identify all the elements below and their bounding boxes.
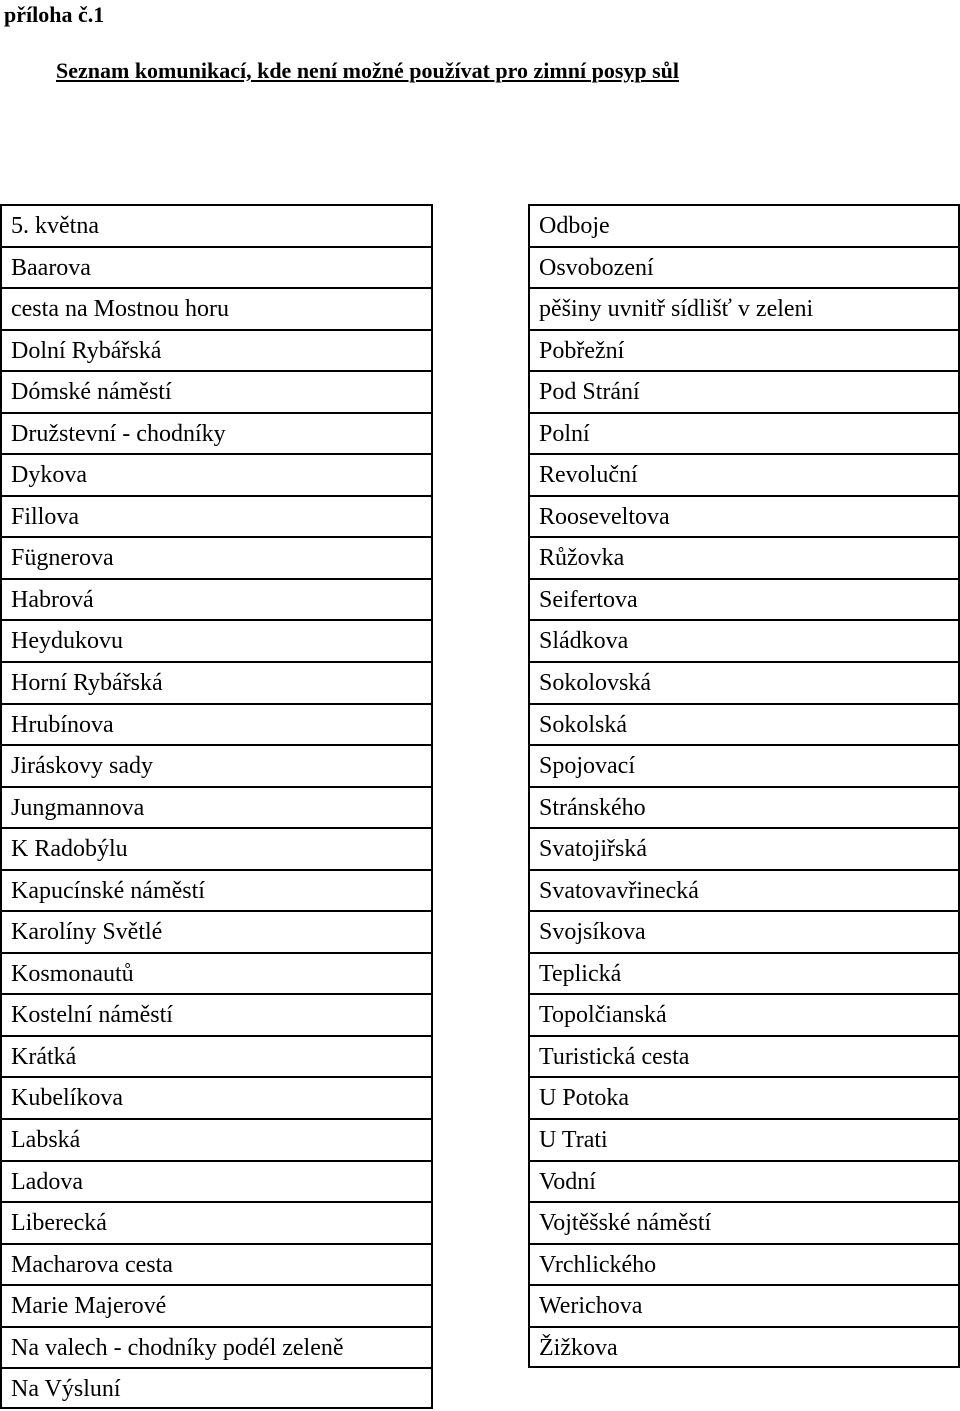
left-street-item: Baarova — [2, 248, 431, 290]
left-street-list — [0, 204, 433, 1409]
right-street-item: Vodní — [530, 1162, 958, 1204]
left-street-item: Karolíny Světlé — [2, 912, 431, 954]
right-street-item: Stránského — [530, 788, 958, 830]
left-street-item: Hrubínova — [2, 705, 431, 747]
right-street-item: Svatovavřinecká — [530, 871, 958, 913]
right-street-item: U Trati — [530, 1120, 958, 1162]
right-street-item: Pobřežní — [530, 331, 958, 373]
left-street-item: Jiráskovy sady — [2, 746, 431, 788]
right-street-item: Rooseveltova — [530, 497, 958, 539]
right-street-item: Polní — [530, 414, 958, 456]
left-street-item: cesta na Mostnou horu — [2, 289, 431, 331]
left-street-item: Na Výsluní — [11, 1376, 121, 1403]
left-street-item: Dómské náměstí — [2, 372, 431, 414]
right-street-item: Teplická — [530, 954, 958, 996]
left-street-item: Fillova — [2, 497, 431, 539]
left-street-item: Dolní Rybářská — [2, 331, 431, 373]
right-street-item: Topolčianská — [530, 995, 958, 1037]
left-street-item: Marie Majerové — [2, 1286, 431, 1328]
right-street-item: Spojovací — [530, 746, 958, 788]
left-street-item: 5. května — [2, 206, 431, 248]
right-street-item: Revoluční — [530, 455, 958, 497]
right-street-list — [528, 204, 960, 1368]
right-street-item: Svatojiřská — [530, 829, 958, 871]
right-street-item: pěšiny uvnitř sídlišť v zeleni — [530, 289, 958, 331]
left-street-item: Kostelní náměstí — [2, 995, 431, 1037]
left-street-item: Kapucínské náměstí — [2, 871, 431, 913]
page-title: Seznam komunikací, kde není možné používat pro zimní posyp sůl — [56, 58, 680, 83]
right-street-item: Svojsíkova — [530, 912, 958, 954]
right-street-item: Odboje — [530, 206, 958, 248]
left-street-item: Horní Rybářská — [2, 663, 431, 705]
left-street-item: Ladova — [2, 1162, 431, 1204]
left-street-item: Na valech - chodníky podél zeleně — [2, 1328, 431, 1370]
right-street-item: Sokolská — [530, 705, 958, 747]
right-street-item: Turistická cesta — [530, 1037, 958, 1079]
left-street-item: Fügnerova — [2, 538, 431, 580]
left-street-item: Kubelíkova — [2, 1078, 431, 1120]
right-street-item: U Potoka — [530, 1078, 958, 1120]
right-street-item: Werichova — [530, 1286, 958, 1328]
right-street-item: Sládkova — [530, 621, 958, 663]
right-street-item: Osvobození — [530, 248, 958, 290]
left-street-item: Macharova cesta — [2, 1245, 431, 1287]
left-street-item: Krátká — [2, 1037, 431, 1079]
right-street-item: Seifertova — [530, 580, 958, 622]
right-street-item: Vrchlického — [530, 1245, 958, 1287]
left-street-item: Dykova — [2, 455, 431, 497]
right-street-item: Žižkova — [539, 1334, 618, 1361]
left-street-item: Družstevní - chodníky — [2, 414, 431, 456]
left-street-item: Labská — [2, 1120, 431, 1162]
right-street-item: Vojtěšské náměstí — [530, 1203, 958, 1245]
left-street-item: K Radobýlu — [2, 829, 431, 871]
left-street-item: Habrová — [2, 580, 431, 622]
left-street-item: Liberecká — [2, 1203, 431, 1245]
right-street-item: Sokolovská — [530, 663, 958, 705]
right-street-item: Růžovka — [530, 538, 958, 580]
annex-label: příloha č.1 — [4, 2, 105, 27]
left-street-item: Heydukovu — [2, 621, 431, 663]
right-street-item: Pod Strání — [530, 372, 958, 414]
left-street-item: Kosmonautů — [2, 954, 431, 996]
left-street-item: Jungmannova — [2, 788, 431, 830]
